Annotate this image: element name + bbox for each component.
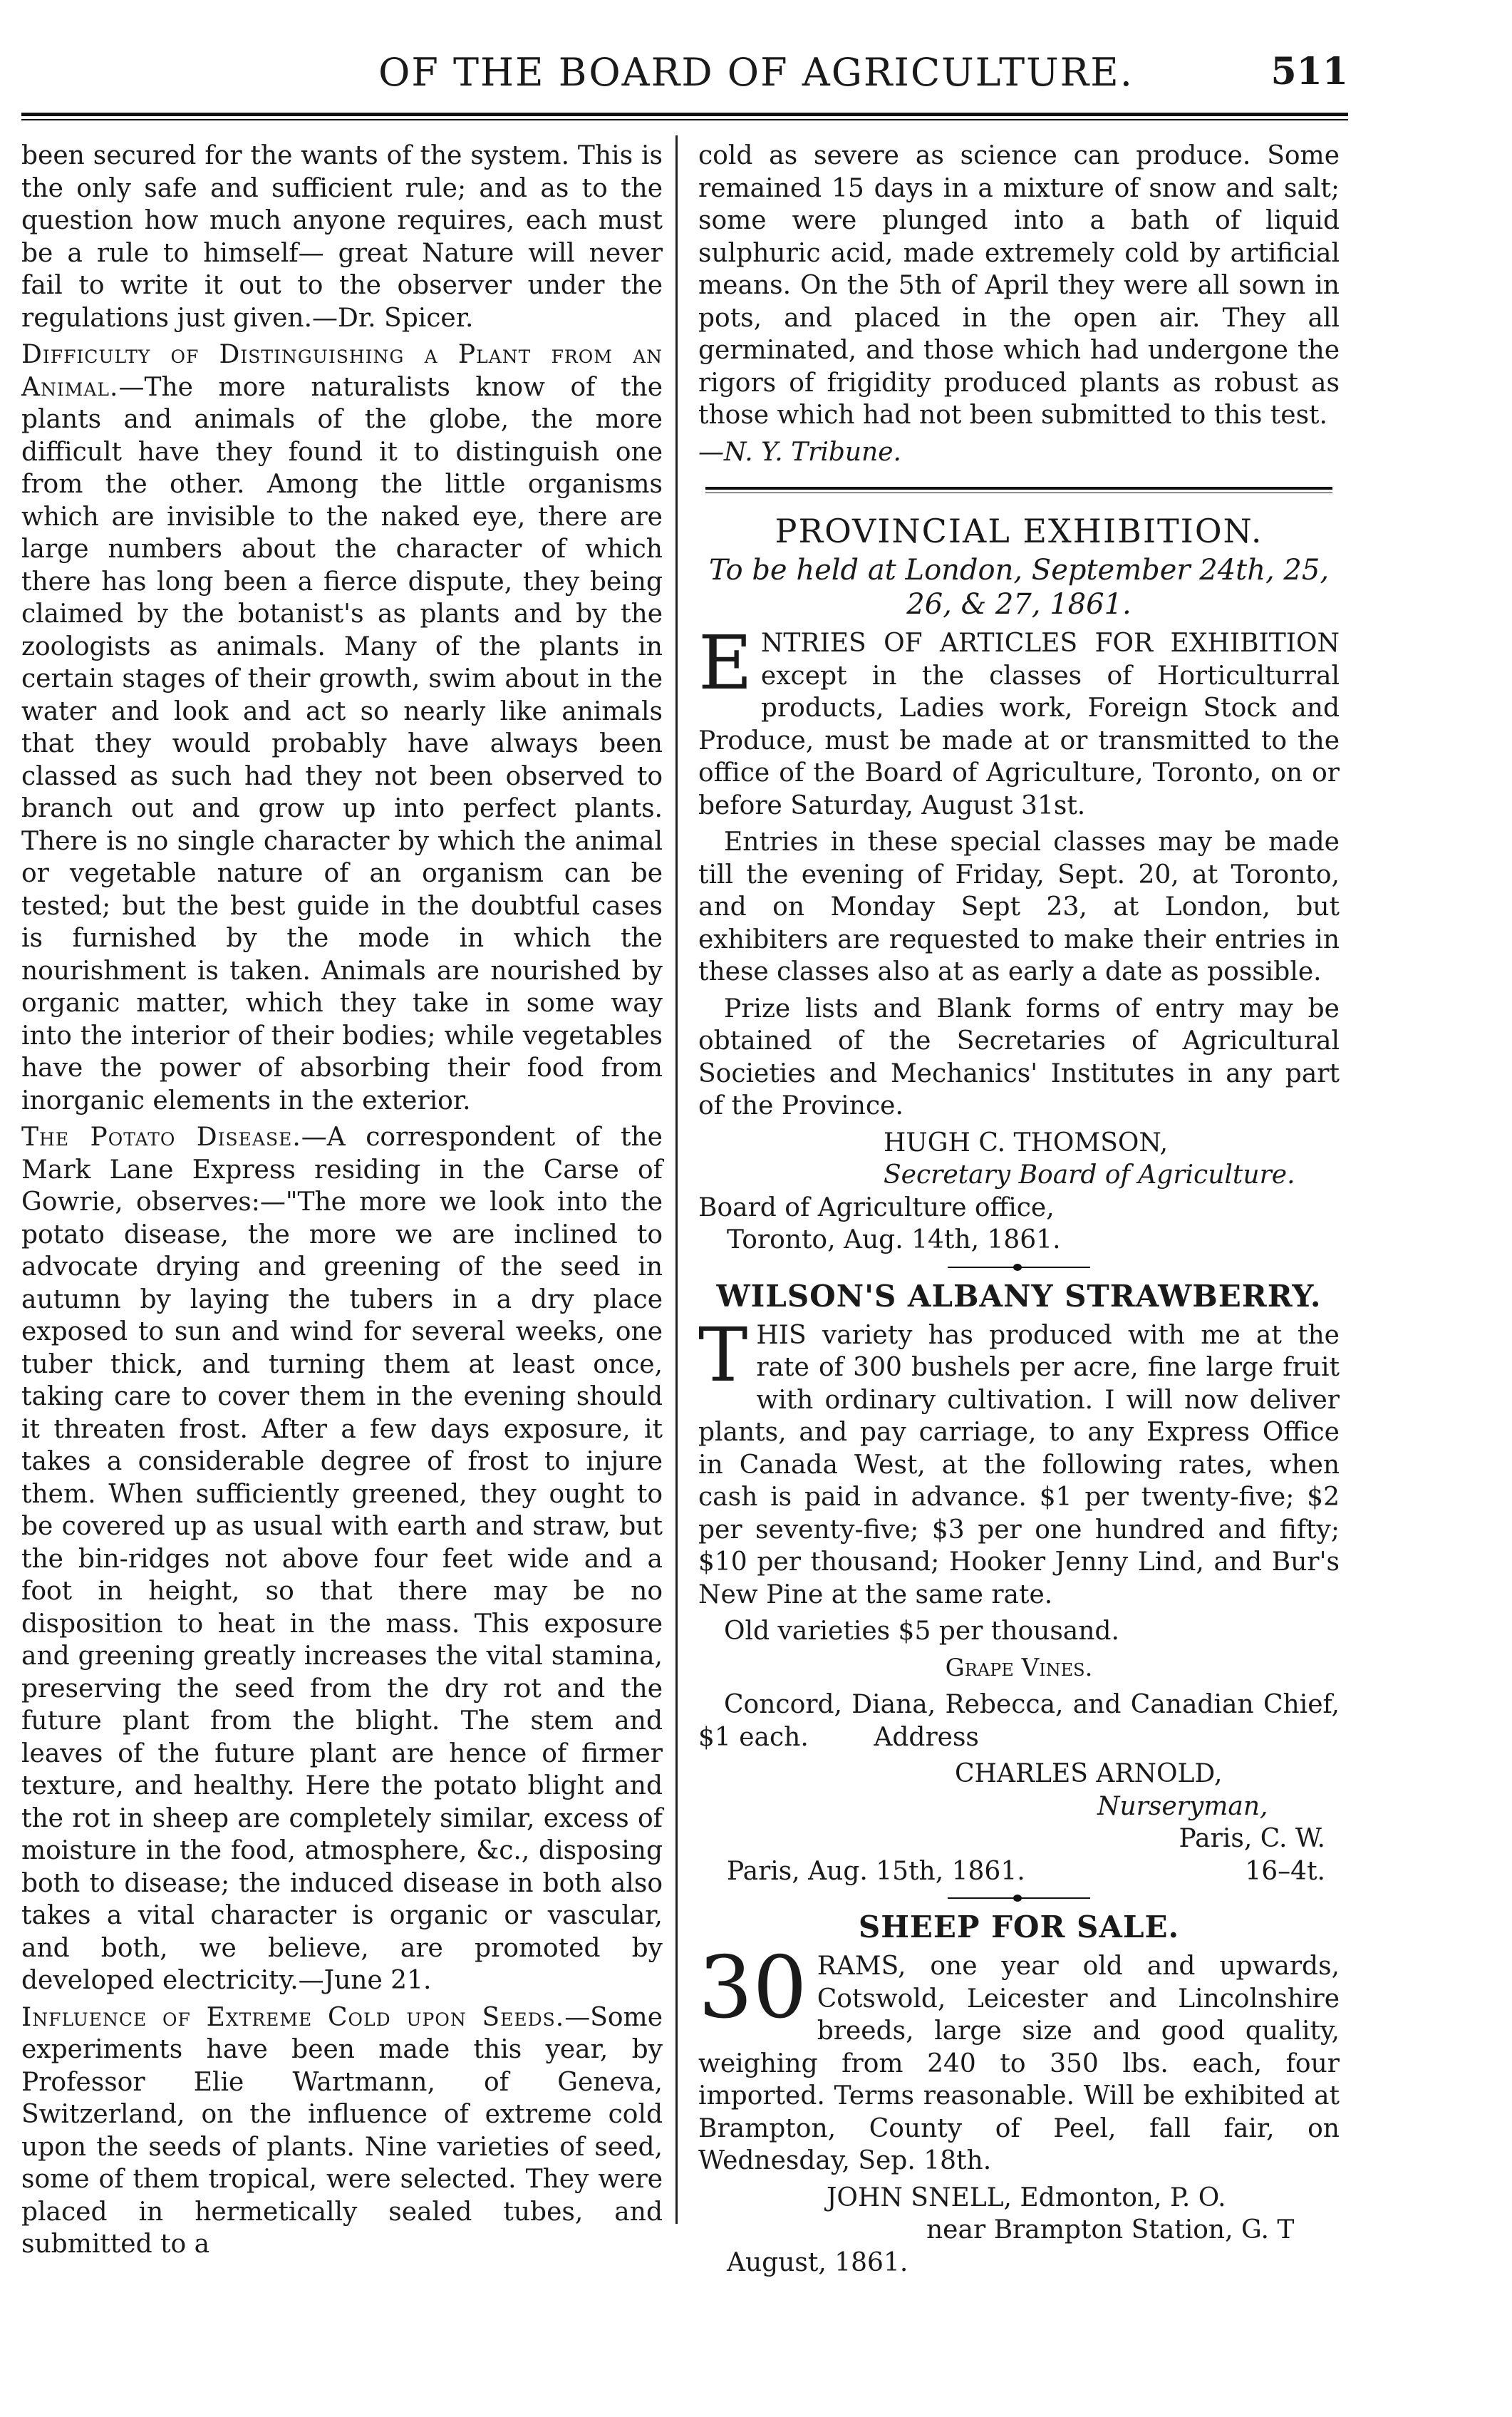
article-cold-heading: Influence of Extreme Cold upon Seeds.: [21, 2002, 565, 2032]
section-rule: [705, 487, 1332, 493]
provincial-date: Toronto, Aug. 14th, 1861.: [727, 1225, 1061, 1254]
sheep-date: August, 1861.: [727, 2247, 908, 2277]
ornament-rule-2: [948, 1897, 1090, 1899]
sheep-ad: [698, 1909, 1340, 2279]
article-cold-text: —Some experiments have been made this year, by Professor Elie Wartmann, of Geneva, Switzerland, on the influence of extreme cold upon the seeds of plants. Nine varieties of seed, some of them tropical, were selected. They were placed in hermetically sealed tubes, and submitted to a: [21, 2002, 663, 2259]
strawberry-ad: [698, 1278, 1340, 1888]
provincial-signature-name: HUGH C. THOMSON,: [884, 1128, 1169, 1158]
right-column: [698, 140, 1340, 2279]
strawberry-date: Paris, Aug. 15th, 1861.: [727, 1856, 1025, 1886]
provincial-subtitle: To be held at London, September 24th, 25, 26, & 27, 1861.: [708, 554, 1330, 621]
left-column: [21, 140, 663, 2265]
article-plant-animal-text: —The more naturalists know of the plants and animals of the globe, the more difficult have they found it to distinguish one from the other. Among the little organisms which are invisible to the naked eye, there are large numbers about the character of which there has long been a fierce dispute, they being claimed by the botanist's as plants and by the zoologists as animals. Many of the plants in certain stages of their growth, swim about in the water and look and act so nearly like animals that they would probably have always been classed as such had they not been observed to branch out and grow up into perfect plants. There is no single character by which the animal or vegetable nature of an organism can be tested; but the best guide in the doubtful cases is furnished by the mode in which the nourishment is taken. Animals are nourished by organic matter, which they take in some way into the interior of their bodies; while vegetables have the power of absorbing their food from inorganic elements in the exterior.: [21, 372, 663, 1115]
provincial-dropcap: E: [698, 619, 752, 706]
strawberry-signature-title: Nurseryman,: [1097, 1791, 1268, 1821]
provincial-p2: Entries in these special classes may be made till the evening of Friday, Sept. 20, at Toronto, and on Monday Sept 23, at London, but exhibiters are requested to make their entries in these classes also at as early a date as possible.: [698, 828, 1340, 986]
provincial-p1: [698, 619, 1340, 822]
sheep-text-body: RAMS, one year old and upwards, Cotswold, Leicester and Lincolnshire breeds, large size and good quality, weighing from 240 to 350 lbs. each, four imported. Terms reasonable. Will be exhibited at Brampton, County of Peel, fall fair, on Wednesday, Sep. 18th.: [698, 1952, 1340, 2175]
grape-vines-heading: Grape Vines.: [945, 1653, 1093, 1682]
grape-vines-text: Concord, Diana, Rebecca, and Canadian Chief, $1 each. Address: [698, 1690, 1340, 1752]
strawberry-signature-place: Paris, C. W.: [1179, 1824, 1325, 1853]
running-title: OF THE BOARD OF AGRICULTURE.: [378, 50, 1134, 95]
article-extreme-cold: [21, 2001, 663, 2261]
sheep-signature-line2: near Brampton Station, G. T: [926, 2215, 1295, 2245]
address-label: Address: [874, 1722, 979, 1752]
intro-paragraph: been secured for the wants of the system. This is the only safe and sufficient rule; and as to the question how much anyone requires, each must be a rule to himself— great Nature will never fail to write it out to the observer under the regulations just given.—Dr. Spicer.: [21, 141, 663, 333]
cold-source: —N. Y. Tribune.: [698, 437, 901, 467]
sheep-dropcap: 30: [698, 1939, 807, 2038]
article-potato-text: —A correspondent of the Mark Lane Express residing in the Carse of Gowrie, observes:—"The more we look into the potato disease, the more we are inclined to advocate drying and greening of the seed in autumn by laying the tubers in a dry place exposed to sun and wind for several weeks, one tuber thick, and turning them at least once, taking care to cover them in the evening should it threaten frost. After a few days exposure, it takes a considerable degree of frost to injure them. When sufficiently greened, they ought to be covered up as usual with earth and straw, but the bin-ridges not above four feet wide and a foot in height, so that there may be no disposition to heat in the mass. This exposure and greening greatly increases the vital stamina, preserving the seed from the dry rot and the future plant from the blight. The stem and leaves of the future plant are hence of firmer texture, and healthy. Here the potato blight and the rot in sheep are completely similar, excess of moisture in the food, atmosphere, &c., disposing both to disease; the induced disease in both also takes a vital character is organic or vascular, and both, we believe, are promoted by developed electricity.—June 21.: [21, 1123, 663, 1995]
column-divider: [675, 135, 678, 2224]
strawberry-date-row: [698, 1855, 1340, 1888]
cold-continued: cold as severe as science can produce. Some remained 15 days in a mixture of snow and salt; some were plunged into a bath of liquid sulphuric acid, made extremely cold by artificial means. On the 5th of April they were all sown in pots, and placed in the open air. They all germinated, and those which had undergone the rigors of frigidity produced plants as robust as those which had not been submitted to this test.: [698, 141, 1340, 430]
article-plant-animal-heading: Difficulty of Distinguishing a Plant from an Animal.: [21, 340, 663, 402]
provincial-p1-text: NTRIES OF ARTICLES FOR EXHIBITION except in the classes of Horticulturral products, Ladies work, Foreign Stock and Produce, must be made at or transmitted to the office of the Board of Agriculture, Toronto, on or before Saturday, August 31st.: [698, 629, 1340, 820]
ornament-rule: [948, 1267, 1090, 1268]
article-potato-heading: The Potato Disease.: [21, 1123, 301, 1152]
provincial-exhibition-ad: [698, 512, 1340, 1257]
strawberry-signature-name: CHARLES ARNOLD,: [955, 1759, 1223, 1788]
article-plant-animal: [21, 339, 663, 1117]
strawberry-p1-text: HIS variety has produced with me at the rate of 300 bushels per acre, fine large fruit with ordinary cultivation. I will now deliver plants, and pay carriage, to any Express Office in Canada West, at the following rates, when cash is paid in advance. $1 per twenty-five; $2 per seventy-five; $3 per one hundred and fifty; $10 per thousand; Hooker Jenny Lind, and Bur's New Pine at the same rate.: [698, 1320, 1340, 1609]
page-header: [0, 50, 1512, 114]
strawberry-dropcap: T: [698, 1311, 748, 1398]
provincial-signature-title: Secretary Board of Agriculture.: [884, 1160, 1295, 1190]
provincial-title: PROVINCIAL EXHIBITION.: [775, 512, 1263, 550]
provincial-p3: Prize lists and Blank forms of entry may be obtained of the Secretaries of Agricultural Societies and Mechanics' Institutes in any part of the Province.: [698, 994, 1340, 1120]
provincial-office: Board of Agriculture office,: [698, 1192, 1055, 1222]
strawberry-ref: 16–4t.: [1245, 1856, 1325, 1886]
strawberry-p2: Old varieties $5 per thousand.: [724, 1617, 1119, 1646]
strawberry-title: WILSON'S ALBANY STRAWBERRY.: [716, 1278, 1322, 1314]
sheep-text: [698, 1939, 1340, 2178]
page-number: 511: [1270, 50, 1348, 93]
sheep-title: SHEEP FOR SALE.: [858, 1910, 1180, 1944]
header-rule: [21, 113, 1348, 120]
strawberry-p1: [698, 1311, 1340, 1612]
article-potato-disease: [21, 1121, 663, 1997]
sheep-signature-line1: JOHN SNELL, Edmonton, P. O.: [827, 2182, 1226, 2212]
